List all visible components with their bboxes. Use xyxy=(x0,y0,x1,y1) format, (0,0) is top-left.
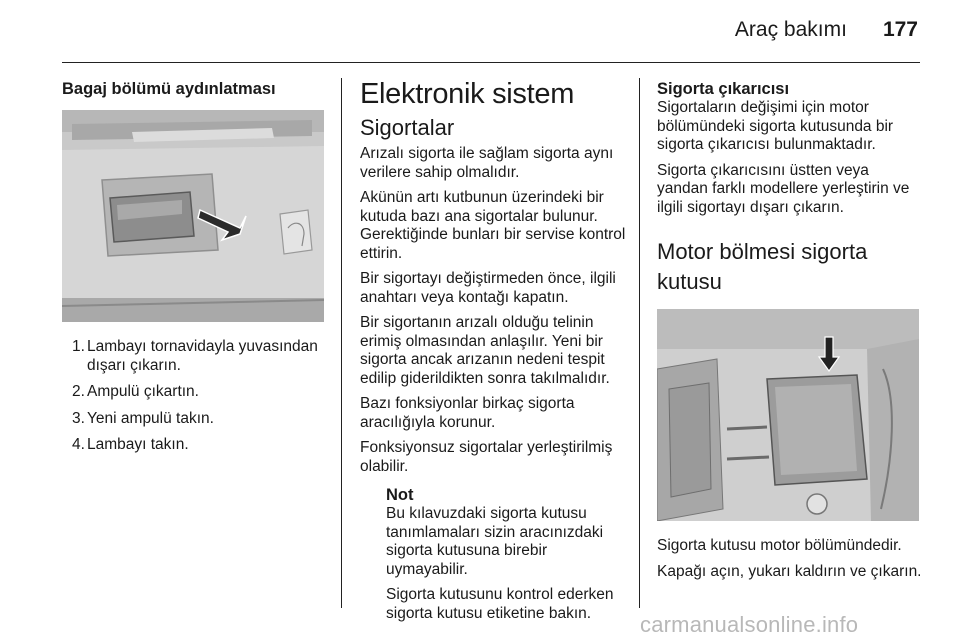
paragraph: Sigorta kutusu motor bölümündedir. xyxy=(657,537,902,554)
paragraph: Fonksiyonsuz sigortalar yerleştirilmiş olabilir. xyxy=(360,439,613,475)
list-item: 3. Yeni ampulü takın. xyxy=(72,409,214,427)
page-header xyxy=(735,18,918,42)
paragraph: Bu kılavuzdaki sigorta kutusu tanımlamaları sizin aracınızdaki sigorta kutusuna birebir uymayabilir. xyxy=(386,505,604,578)
note-box xyxy=(360,486,632,623)
list-item: 4. Lambayı takın. xyxy=(72,436,189,453)
list-item: 1. Lambayı tornavidayla yuvasından dışarı çıkarın. xyxy=(72,338,318,374)
header-rule xyxy=(62,62,920,63)
trunk-light-illustration xyxy=(62,110,324,322)
paragraph: Arızalı sigorta ile sağlam sigorta aynı verilere sahip olmalıdır. xyxy=(360,145,614,181)
right-column xyxy=(657,78,923,581)
section-title: Araç bakımı xyxy=(734,18,847,41)
column-divider xyxy=(639,78,640,608)
column-divider xyxy=(341,78,342,608)
paragraph: Bir sigortanın arızalı olduğu telinin erimiş olmasından anlaşılır. Yeni bir sigorta ancak arızanın nedeni tespit edilip giderildikten sonra takılmalıdır. xyxy=(360,314,610,387)
engine-fusebox-illustration xyxy=(657,309,919,521)
fuses-heading: Sigortalar xyxy=(360,115,455,140)
list-item: 2. Ampulü çıkartın. xyxy=(72,383,199,400)
paragraph: Kapağı açın, yukarı kaldırın ve çıkarın. xyxy=(657,562,922,580)
page-number: 177 xyxy=(882,18,918,41)
paragraph: Bazı fonksiyonlar birkaç sigorta aracılığıyla korunur. xyxy=(360,395,575,431)
chapter-title: Elektronik sistem xyxy=(360,78,575,110)
left-column xyxy=(62,78,330,463)
paragraph: Sigortaların değişimi için motor bölümündeki sigorta kutusunda bir sigorta çıkarıcısı bulunmaktadır. xyxy=(657,99,894,153)
note-title: Not xyxy=(386,486,414,504)
paragraph: Sigorta çıkarıcısını üstten veya yandan farklı modellere yerleştirin ve ilgili sigortayı dışarı çıkarın. xyxy=(657,161,910,216)
lighting-heading: Bagaj bölümü aydınlatması xyxy=(62,80,276,98)
fusebox-heading: Motor bölmesi sigorta kutusu xyxy=(657,239,868,294)
paragraph: Bir sigortayı değiştirmeden önce, ilgili anahtarı veya kontağı kapatın. xyxy=(360,270,616,306)
steps-list xyxy=(62,338,330,455)
fuse-extractor-heading: Sigorta çıkarıcısı xyxy=(657,80,790,98)
paragraph: Sigorta kutusunu kontrol ederken sigorta kutusu etiketine bakın. xyxy=(386,586,614,622)
middle-column xyxy=(360,78,632,623)
watermark: carmanualsonline.info xyxy=(640,612,859,637)
paragraph: Akünün artı kutbunun üzerindeki bir kutuda bazı ana sigortalar bulunur. Gerektiğinde bunları bir servise kontrol ettirin. xyxy=(360,189,626,262)
